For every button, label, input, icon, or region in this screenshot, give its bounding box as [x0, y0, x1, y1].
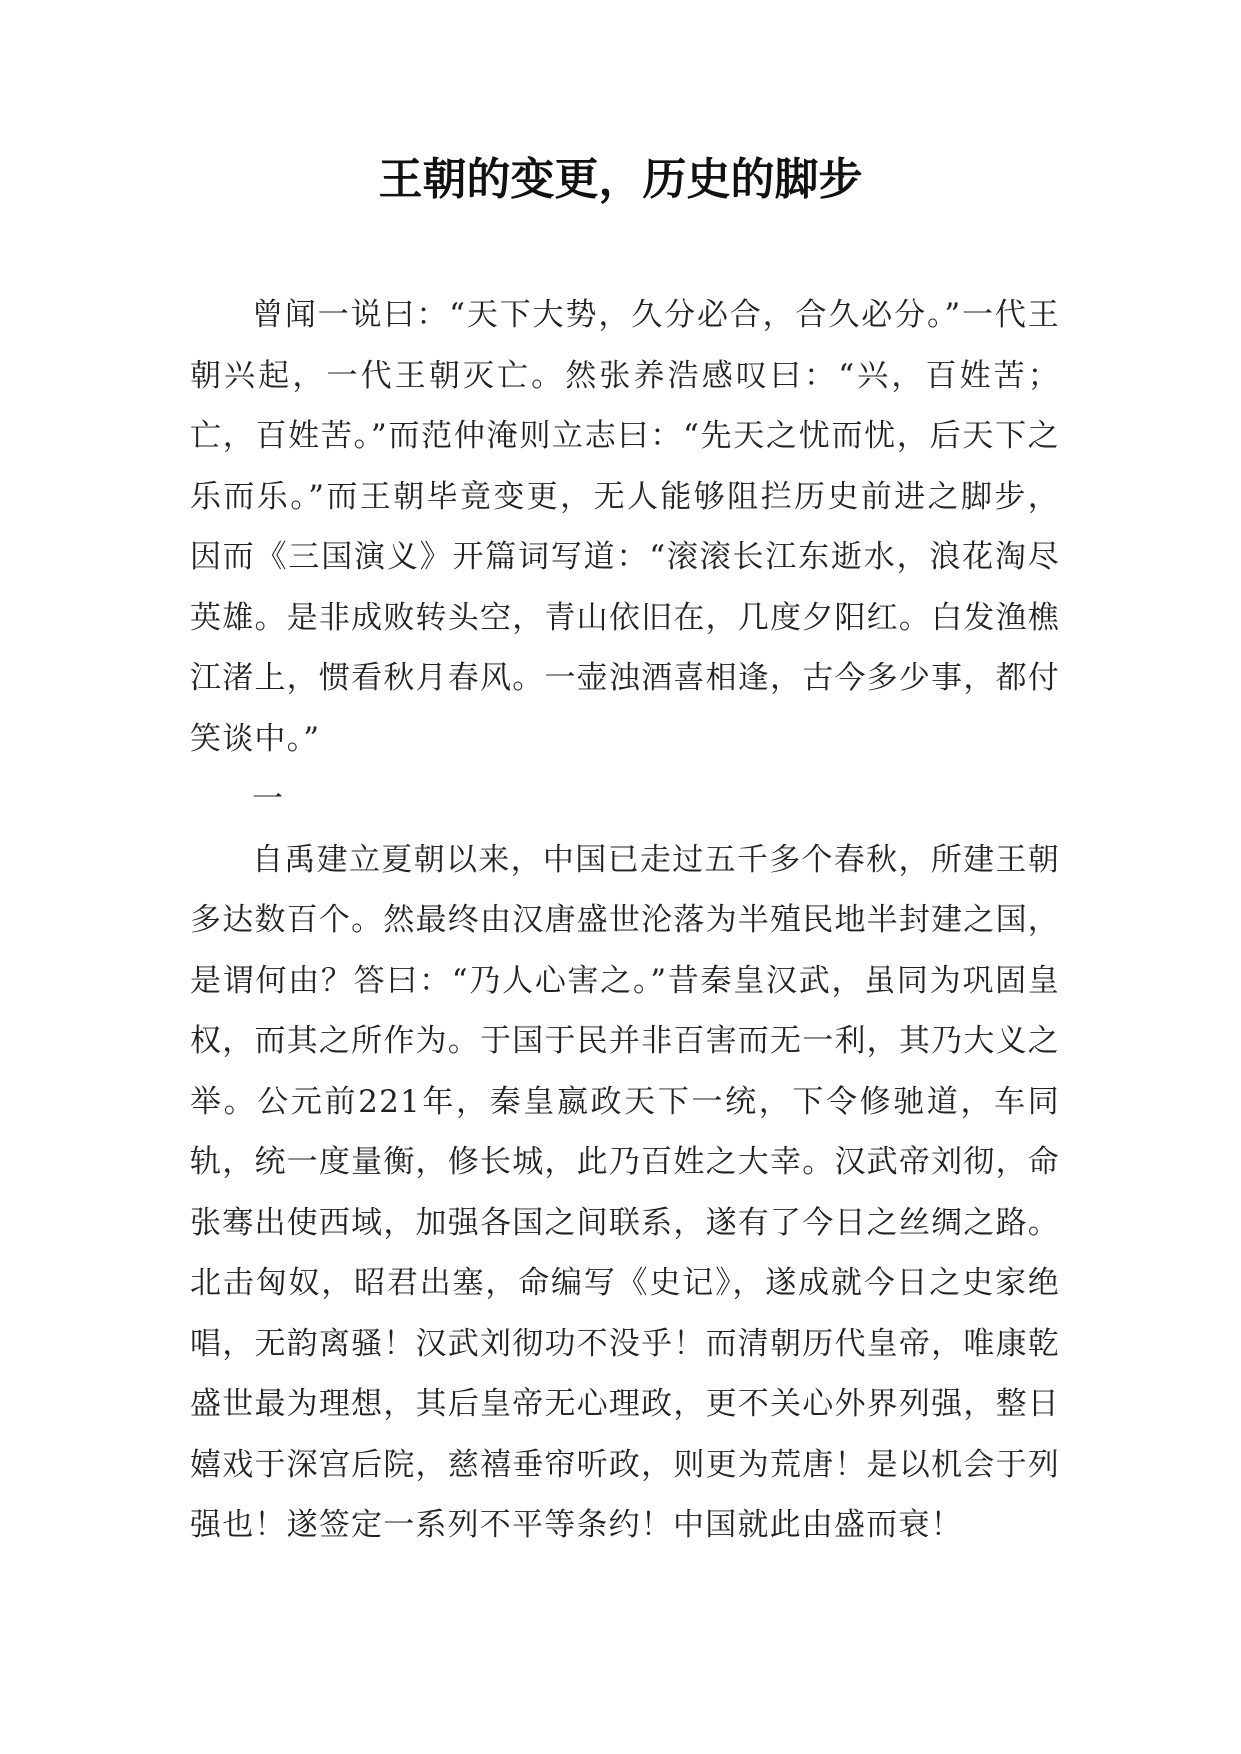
document-title: 王朝的变更，历史的脚步	[378, 154, 863, 205]
paragraph-section-one: 自禹建立夏朝以来，中国已走过五千多个春秋，所建王朝多达数百个。然最终由汉唐盛世沦落为半殖民地半封建之国，是谓何由？答曰：“乃人心害之。”昔秦皇汉武，虽同为巩固皇权，而其之所作为。于国于民并非百害而无一利，其乃大义之举。公元前221年，秦皇嬴政天下一统，下令修驰道，车同轨，统一度量衡，修长城，此乃百姓之大幸。汉武帝刘彻，命张骞出使西域，加强各国之间联系，遂有了今日之丝绸之路。北击匈奴，昭君出塞，命编写《史记》，遂成就今日之史家绝唱，无韵离骚！汉武刘彻功不没乎！而清朝历代皇帝，唯康乾盛世最为理想，其后皇帝无心理政，更不关心外界列强，整日嬉戏于深宫后院，慈禧垂帘听政，则更为荒唐！是以机会于列强也！遂签定一系列不平等条约！中国就此由盛而衰！	[190, 841, 1060, 1543]
paragraph-intro: 曾闻一说曰：“天下大势，久分必合，合久必分。”一代王朝兴起，一代王朝灭亡。然张养浩感叹曰：“兴，百姓苦；亡，百姓苦。”而范仲淹则立志曰：“先天之忧而忧，后天下之乐而乐。”而王朝毕竟变更，无人能够阻拦历史前进之脚步，因而《三国演义》开篇词写道：“滚滚长江东逝水，浪花淘尽英雄。是非成败转头空，青山依旧在，几度夕阳红。白发渔樵江渚上，惯看秋月春风。一壶浊酒喜相逢，古今多少事，都付笑谈中。”	[190, 297, 1060, 757]
document-body	[190, 285, 1060, 1556]
section-number: 一	[252, 781, 285, 817]
